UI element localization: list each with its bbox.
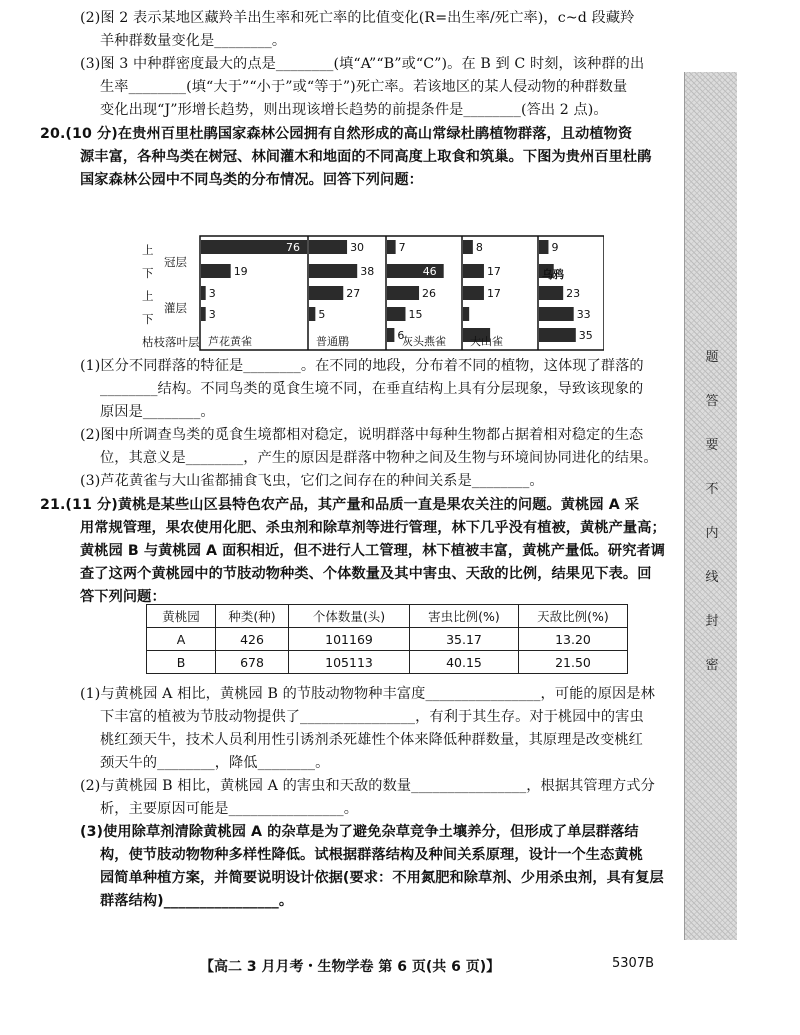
q21-stem-line1: 21.(11 分)黄桃是某些山区县特色农产品，其产量和品质一直是果农关注的问题。黄桃园 A 采 [40,497,640,513]
table-header-row [147,605,628,628]
species-label: 芦花黄雀 [208,335,252,348]
q19-part3-line2: 生率________(填“大于”“小于”或“等于”)死亡率。若该地区的某人侵动物的种群数量 [100,79,628,95]
strip-char: 封 [705,614,719,629]
q21-part1-line2: 下丰富的植被为节肢动物提供了________________，有利于其生存。对于桃园中的害虫 [100,709,644,725]
q20-part3: (3)芦花黄雀与大山雀都捕食飞虫，它们之间存在的种间关系是________。 [80,473,544,489]
bar-value-label: 33 [576,308,591,321]
bar-乌鸦-灌层上 [539,286,563,300]
bar-value-label: 23 [566,287,581,300]
table-row [147,651,628,674]
bar-value-label: 17 [486,287,501,300]
bar-value-label: 6 [397,329,405,342]
bar-乌鸦-冠层上 [539,240,548,254]
table-cell: A [147,628,216,651]
bar-value-label: 26 [422,287,437,300]
paper-code: 5307B [612,956,655,971]
bar-value-label: 38 [360,265,375,278]
bar-value-label: 5 [318,308,326,321]
q20-part1-line3: 原因是________。 [100,404,215,420]
q20-stem-line1: 20.(10 分)在贵州百里杜鹃国家森林公园拥有自然形成的高山常绿杜鹃植物群落，且动植物资 [40,126,633,142]
table-header-cell: 种类(种) [216,605,289,628]
bar-乌鸦-枯枝落叶层 [539,328,576,342]
bar-value-label: 27 [346,287,361,300]
table-cell: 678 [216,651,289,674]
q21-stem-line4: 查了这两个黄桃园中的节肢动物种类、个体数量及其中害虫、天敌的比例，结果见下表。回 [80,566,652,582]
species-label: 乌鸦 [542,268,564,281]
table-header-cell: 黄桃园 [147,605,216,628]
bar-普通鹛-灌层下 [309,307,315,321]
q21-part3-line4: 群落结构)________________。 [100,893,294,909]
page-footer: 【高二 3 月月考・生物学卷 第 6 页(共 6 页)】 [200,959,501,975]
bar-灰头燕雀-枯枝落叶层 [387,328,394,342]
bar-value-label: 15 [408,308,423,321]
table-cell: 426 [216,628,289,651]
layer-label-down-1: 下 [142,266,154,280]
table-header-cell: 个体数量(头) [289,605,410,628]
layer-label-down-2: 下 [142,312,154,326]
strip-char: 内 [705,526,719,541]
bar-value-label: 3 [208,287,216,300]
q21-part1-line4: 颈天牛的________，降低________。 [100,755,330,771]
table-header-cell: 天敌比例(%) [519,605,628,628]
q21-stem-line2: 用常规管理，果农使用化肥、杀虫剂和除草剂等进行管理，林下几乎没有植被，黄桃产量高； [80,520,666,536]
q21-stem-line3: 黄桃园 B 与黄桃园 A 面积相近，但不进行人工管理，林下植被丰富，黄桃产量低。研究者调 [80,543,666,559]
species-label: 普通鹛 [316,335,349,348]
q20-part1-line1: (1)区分不同群落的特征是________。在不同的地段，分布着不同的植物，这体现了群落的 [80,358,644,374]
bar-value-label: 46 [422,265,437,278]
q21-stem-line5: 答下列问题： [80,589,166,605]
bar-value-label: 7 [398,241,406,254]
bar-大山雀-冠层上 [463,240,473,254]
bar-芦花黄雀-灌层下 [201,307,206,321]
table-row [147,628,628,651]
table-header-cell: 害虫比例(%) [410,605,519,628]
layer-label-litter: 枯枝落叶层 [142,335,200,349]
strip-char: 答 [705,394,719,409]
table-cell: B [147,651,216,674]
layer-label-canopy: 冠层 [164,255,187,269]
q20-stem-line3: 国家森林公园中不同鸟类的分布情况。回答下列问题： [80,172,423,188]
table-cell: 40.15 [410,651,519,674]
q20-part1-line2: ________结构。不同鸟类的觅食生境不同，在垂直结构上具有分层现象，导致该现象的 [100,381,644,397]
q21-part1-line1: (1)与黄桃园 A 相比，黄桃园 B 的节肢动物物种丰富度________________，可能的原因是林 [80,686,655,702]
strip-char: 密 [705,658,719,673]
bar-value-label: 35 [578,329,593,342]
q19-part3-line3: 变化出现“J”形增长趋势，则出现该增长趋势的前提条件是________(答出 2 点)。 [100,102,608,118]
strip-char: 要 [705,438,719,453]
bar-value-label: 19 [233,265,248,278]
q20-stem-line2: 源丰富，各种鸟类在树冠、林间灌木和地面的不同高度上取食和筑巢。下图为贵州百里杜鹃 [80,149,652,165]
bar-value-label: 17 [486,265,501,278]
bar-value-label: 8 [475,241,483,254]
q21-part2-line1: (2)与黄桃园 B 相比，黄桃园 A 的害虫和天敌的数量________________，根据其管理方式分 [80,778,655,794]
bar-大山雀-灌层上 [463,286,484,300]
q21-part1-line3: 桃红颈天牛，技术人员利用性引诱剂杀死雄性个体来降低种群数量，其原理是改变桃红 [100,732,643,748]
bar-value-label: 76 [286,241,300,254]
bar-大山雀-冠层下 [463,264,484,278]
bar-芦花黄雀-冠层下 [201,264,231,278]
bar-芦花黄雀-灌层上 [201,286,206,300]
bar-value-label: 9 [551,241,559,254]
table-cell: 105113 [289,651,410,674]
q21-part3-line3: 园简单种植方案，并简要说明设计依据(要求：不用氮肥和除草剂、少用杀虫剂，具有复层 [100,870,664,886]
bar-普通鹛-冠层上 [309,240,347,254]
q19-part3-line1: (3)图 3 中种群密度最大的点是________(填“A”“B”或“C”)。在 B 到 C 时刻，该种群的出 [80,56,645,72]
bar-大山雀-灌层下 [463,307,469,321]
q21-part2-line2: 析，主要原因可能是________________。 [100,801,358,817]
q21-part3-line2: 构，使节肢动物物种多样性降低。试根据群落结构及种间关系原理，设计一个生态黄桃 [100,847,643,863]
q20-part2-line1: (2)图中所调查鸟类的觅食生境都相对稳定，说明群落中每种生物都占据着相对稳定的生态 [80,427,644,443]
q20-part2-line2: 位，其意义是________，产生的原因是群落中物种之间及生物与环境间协同进化的结果。 [100,450,658,466]
table-cell: 13.20 [519,628,628,651]
strip-char: 不 [705,482,719,497]
q19-part2-line2: 羊种群数量变化是________。 [100,33,287,49]
bar-普通鹛-灌层上 [309,286,343,300]
table-cell: 21.50 [519,651,628,674]
binding-margin-text [703,336,721,688]
layer-label-up-1: 上 [142,243,154,257]
bar-灰头燕雀-灌层上 [387,286,419,300]
strip-char: 线 [705,570,719,585]
bar-乌鸦-灌层下 [539,307,574,321]
bird-distribution-chart [140,234,604,352]
table-cell: 101169 [289,628,410,651]
table-cell: 35.17 [410,628,519,651]
bar-灰头燕雀-灌层下 [387,307,405,321]
bar-灰头燕雀-冠层上 [387,240,396,254]
species-label: 大山雀 [470,335,503,348]
peach-orchard-table [146,604,628,674]
bar-普通鹛-冠层下 [309,264,357,278]
q19-part2-line1: (2)图 2 表示某地区藏羚羊出生率和死亡率的比值变化(R=出生率/死亡率)，c~d 段藏羚 [80,10,635,26]
strip-char: 题 [705,350,719,365]
bar-value-label: 3 [208,308,216,321]
layer-label-up-2: 上 [142,289,154,303]
layer-label-shrub: 灌层 [164,301,187,315]
bar-value-label: 30 [350,241,365,254]
q21-part3-line1: (3)使用除草剂清除黄桃园 A 的杂草是为了避免杂草竞争土壤养分，但形成了单层群落结 [80,824,639,840]
species-label: 灰头燕雀 [402,335,446,348]
